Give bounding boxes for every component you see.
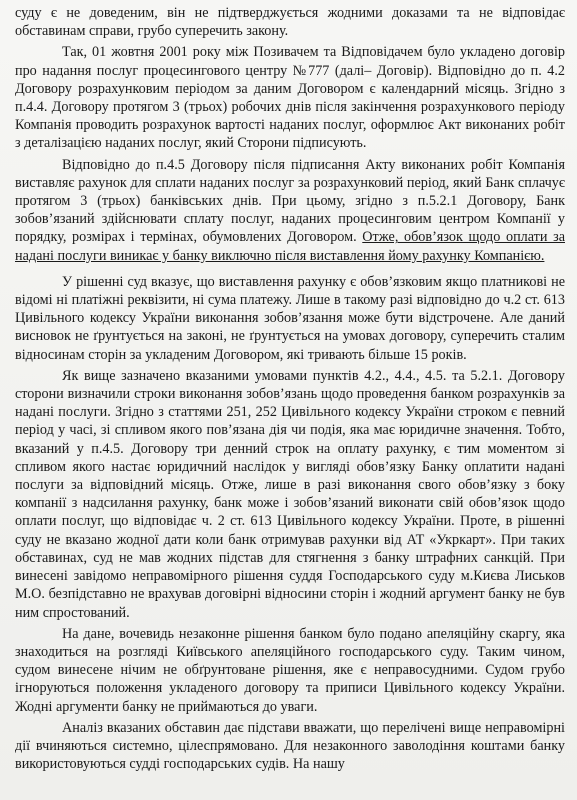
paragraph-5 xyxy=(15,367,565,622)
paragraph-1-text: суду є не доведеним, він не підтверджується жодними доказами та не відповідає обставинам справи, грубо суперечить закону. xyxy=(15,5,565,40)
paragraph-3 xyxy=(15,156,565,265)
paragraph-5-text: Як вище зазначено вказаними умовами пунктів 4.2., 4.4., 4.5. та 5.2.1. Договору сторони визначили строки виконання зобов’язань щодо проведення банком розрахунків за надані послуги. Згідно з статтями 251, 252 Цивільного кодексу України строком є певний період у часі, зі спливом якого пов’язана дія чи подія, яка має юридичне значення. Тобто, вказаний у п.4.5. Договору три денний строк на оплату рахунку, є тим моментом зі спливом якого настає юридичний наслідок у вигляді обов’язку Банку оплатити надані послуги за відповідний місяць. Отже, лише в разі виконання свого обов’язку з боку компанії з надсилання рахунку, банк може і зобов’язаний виконати свій обов’язок щодо оплати послуг, що відповідає ч. 2 ст. 613 Цивільного кодексу України. Проте, в рішенні суду не вказано жодної дати коли банк отримував рахунки від АТ «Укркарт». При таких обставинах, суд не мав жодних підстав для стягнення з банку штрафних санкцій. При винесені завідомо неправомірного рішення суддя Господарського суду м.Києва Лиськов М.О. безпідставно не врахував договірні відносини сторін і жодний аргумент банку не був ним спростований. xyxy=(15,367,565,621)
paragraph-4 xyxy=(15,273,565,364)
paragraph-7-text: Аналіз вказаних обставин дає підстави вважати, що перелічені вище неправомірні дії вчиняються системно, цілеспрямовано. Для незаконного заволодіння коштами банку використовуються судді господарських судів. На нашу xyxy=(15,719,565,773)
paragraph-6 xyxy=(15,625,565,716)
paragraph-6-text: На дане, вочевидь незаконне рішення банком було подано апеляційну скаргу, яка знаходиться на розгляді Київського апеляційного господарського суду. Таким чином, судом винесене нічим не обґрунтоване рішення, яке є неправосудними. Судом грубо ігноруються положення укладеного договору та приписи Цивільного кодексу України. Жодні аргументи банку не приймаються до уваги. xyxy=(15,625,565,715)
paragraph-1 xyxy=(15,4,565,40)
paragraph-2-text: Так, 01 жовтня 2001 року між Позивачем та Відповідачем було укладено договір про надання послуг процесингового центру №777 (далі– Договір). Відповідно до п. 4.2 Договору розрахунковим періодом за даним Договором є календарний місяць. Згідно з п.4.4. Договору протягом 3 (трьох) робочих днів після закінчення розрахункового періоду Компанія проводить розрахунок вартості наданих послуг, оформлює Акт виконаних робіт з деталізацією наданих послуг, який Сторони підписують. xyxy=(15,44,565,152)
paragraph-3-underlined-conclusion: Отже, обов’язок щодо оплати за надані послуги виникає у банку виключно після виставлення йому рахунку Компанією. xyxy=(15,229,565,264)
paragraph-7 xyxy=(15,719,565,774)
paragraph-3-text: Відповідно до п.4.5 Договору після підписання Актy виконаних робіт Компанія виставляє рахунок для сплати наданих послуг за розрахунковий період, який Банк сплачує протягом 3 (трьох) банківських днів. При цьому, згідно з п.5.2.1 Договору, Банк зобов’язаний здійснювати сплату послуг, наданих процесинговим центром Компанії у порядку, розмірах і термінах, обумовлених Договором. xyxy=(15,156,565,246)
paragraph-2 xyxy=(15,43,565,152)
paragraph-4-text: У рішенні суд вказує, що виставлення рахунку є обов’язковим якщо платникові не відомі ні платіжні реквізити, ні сума платежу. Лише в такому разі відповідно до ч.2 ст. 613 Цивільного кодексу України виконання зобов’язання може бути відстрочене. Але даний висновок не ґрунтується на законі, не ґрунтується на умовах договору, суперечить сталим відносинам сторін за укладеним Договором, які тривають більше 15 років. xyxy=(15,273,565,363)
